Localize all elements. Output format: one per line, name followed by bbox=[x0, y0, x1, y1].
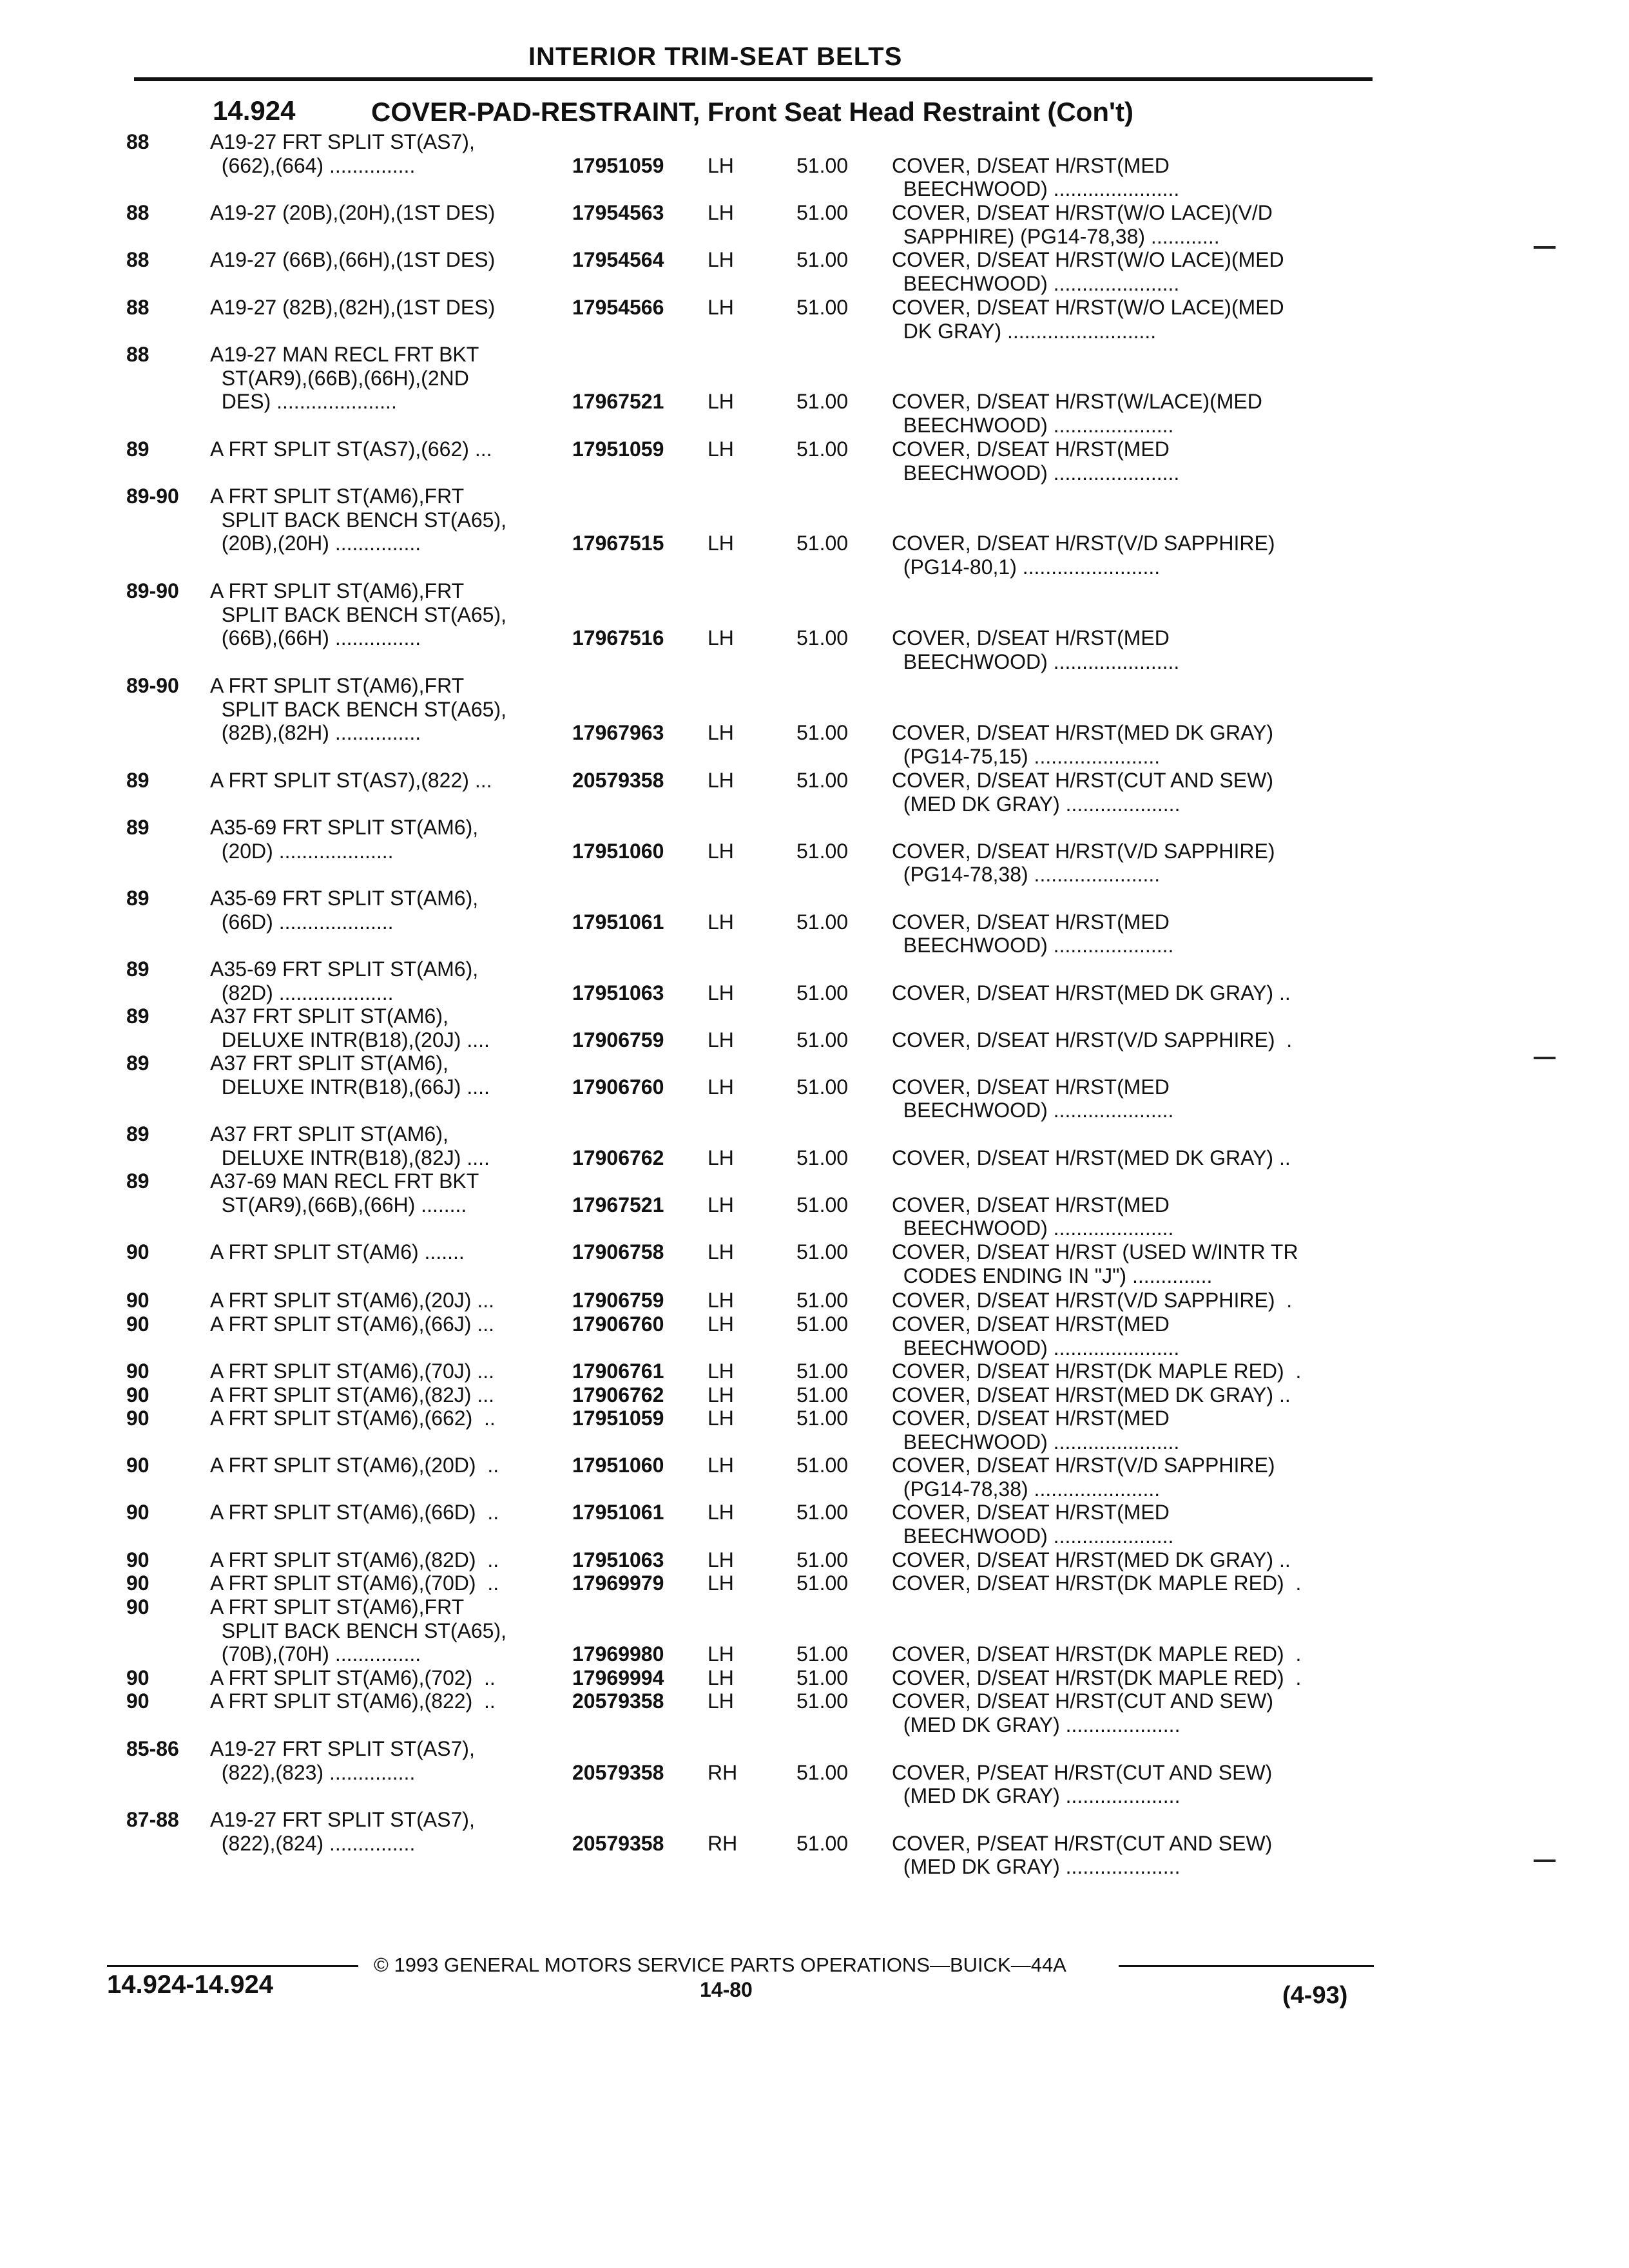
part-name: COVER, D/SEAT H/RST(V/D SAPPHIRE) . bbox=[892, 1028, 1293, 1052]
part-name: COVER, D/SEAT H/RST(MED BEECHWOOD) ...................... bbox=[892, 153, 1180, 201]
side: RH bbox=[708, 1831, 738, 1855]
part-name: COVER, D/SEAT H/RST(DK MAPLE RED) . bbox=[892, 1666, 1302, 1689]
catalog-group: 51.00 bbox=[796, 1571, 849, 1595]
catalog-group: 51.00 bbox=[796, 296, 849, 319]
catalog-group: 51.00 bbox=[796, 1075, 849, 1099]
part-name: COVER, D/SEAT H/RST(MED DK GRAY) .. bbox=[892, 1383, 1291, 1407]
model-year: 88 bbox=[126, 296, 149, 319]
part-number: 17951060 bbox=[572, 1454, 664, 1477]
part-name: COVER, D/SEAT H/RST(MED BEECHWOOD) ..................... bbox=[892, 910, 1174, 957]
part-name: COVER, D/SEAT H/RST(W/LACE)(MED BEECHWOOD) ..................... bbox=[892, 390, 1262, 437]
catalog-group: 51.00 bbox=[796, 1666, 849, 1689]
application: A19-27 (20B),(20H),(1ST DES) bbox=[210, 201, 496, 224]
model-year: 90 bbox=[126, 1360, 149, 1383]
model-year: 88 bbox=[126, 248, 149, 271]
application: A37 FRT SPLIT ST(AM6), DELUXE INTR(B18),(82J) .... bbox=[210, 1122, 490, 1169]
part-number: 17906758 bbox=[572, 1240, 664, 1264]
page-header-title: INTERIOR TRIM-SEAT BELTS bbox=[528, 43, 903, 71]
application: A FRT SPLIT ST(AS7),(662) ... bbox=[210, 437, 492, 461]
model-year: 90 bbox=[126, 1595, 149, 1619]
side: LH bbox=[708, 1193, 734, 1216]
model-year: 88 bbox=[126, 201, 149, 224]
side: LH bbox=[708, 1501, 734, 1524]
model-year: 88 bbox=[126, 130, 149, 153]
application: A FRT SPLIT ST(AM6),(66J) ... bbox=[210, 1312, 494, 1336]
application: A35-69 FRT SPLIT ST(AM6), (66D) .................... bbox=[210, 887, 479, 934]
part-name: COVER, D/SEAT H/RST(MED BEECHWOOD) ..................... bbox=[892, 1075, 1174, 1122]
part-number: 17951063 bbox=[572, 981, 664, 1004]
application: A37 FRT SPLIT ST(AM6), DELUXE INTR(B18),(66J) .... bbox=[210, 1052, 490, 1099]
application: A FRT SPLIT ST(AM6),(20D) .. bbox=[210, 1454, 499, 1477]
side: LH bbox=[708, 1666, 734, 1689]
model-year: 89-90 bbox=[126, 485, 179, 508]
part-name: COVER, D/SEAT H/RST(MED BEECHWOOD) ...................... bbox=[892, 1407, 1180, 1454]
side: LH bbox=[708, 1075, 734, 1099]
part-name: COVER, D/SEAT H/RST(V/D SAPPHIRE) (PG14-80,1) ........................ bbox=[892, 532, 1275, 579]
model-year: 90 bbox=[126, 1289, 149, 1312]
side: LH bbox=[708, 1642, 734, 1666]
catalog-group: 51.00 bbox=[796, 390, 849, 414]
model-year: 90 bbox=[126, 1240, 149, 1264]
catalog-group: 51.00 bbox=[796, 1028, 849, 1052]
model-year: 89 bbox=[126, 887, 149, 910]
section-title: COVER-PAD-RESTRAINT, Front Seat Head Restraint (Con't) bbox=[371, 97, 1133, 127]
application: A FRT SPLIT ST(AM6),(82D) .. bbox=[210, 1548, 499, 1571]
application: A FRT SPLIT ST(AM6),(662) .. bbox=[210, 1407, 496, 1430]
side: LH bbox=[708, 1028, 734, 1052]
part-number: 17954564 bbox=[572, 248, 664, 271]
model-year: 89-90 bbox=[126, 674, 179, 697]
catalog-group: 51.00 bbox=[796, 437, 849, 461]
catalog-group: 51.00 bbox=[796, 1501, 849, 1524]
catalog-group: 51.00 bbox=[796, 1146, 849, 1169]
part-number: 17967516 bbox=[572, 626, 664, 650]
model-year: 90 bbox=[126, 1454, 149, 1477]
side: LH bbox=[708, 981, 734, 1004]
footer-copyright: © 1993 GENERAL MOTORS SERVICE PARTS OPERATIONS—BUICK—44A bbox=[374, 1954, 1066, 1976]
application: A FRT SPLIT ST(AM6) ....... bbox=[210, 1240, 465, 1264]
part-number: 17906759 bbox=[572, 1289, 664, 1312]
application: A FRT SPLIT ST(AS7),(822) ... bbox=[210, 769, 492, 792]
part-number: 17967515 bbox=[572, 532, 664, 555]
part-name: COVER, D/SEAT H/RST(MED BEECHWOOD) ...................... bbox=[892, 626, 1180, 673]
side: LH bbox=[708, 1454, 734, 1477]
part-name: COVER, D/SEAT H/RST(MED DK GRAY) (PG14-75,15) ...................... bbox=[892, 721, 1274, 768]
side: LH bbox=[708, 769, 734, 792]
catalog-group: 51.00 bbox=[796, 532, 849, 555]
part-number: 17906760 bbox=[572, 1075, 664, 1099]
part-name: COVER, D/SEAT H/RST(MED DK GRAY) .. bbox=[892, 1146, 1291, 1169]
part-name: COVER, D/SEAT H/RST (USED W/INTR TR CODES ENDING IN "J") .............. bbox=[892, 1240, 1298, 1287]
model-year: 89 bbox=[126, 1052, 149, 1075]
footer-date: (4-93) bbox=[1282, 1982, 1348, 2009]
model-year: 89 bbox=[126, 816, 149, 839]
catalog-group: 51.00 bbox=[796, 1383, 849, 1407]
catalog-group: 51.00 bbox=[796, 1689, 849, 1713]
part-number: 17951060 bbox=[572, 839, 664, 863]
catalog-group: 51.00 bbox=[796, 981, 849, 1004]
application: A FRT SPLIT ST(AM6),FRT SPLIT BACK BENCH ST(A65), (66B),(66H) ............... bbox=[210, 579, 506, 650]
model-year: 88 bbox=[126, 343, 149, 366]
application: A19-27 MAN RECL FRT BKT ST(AR9),(66B),(66H),(2ND DES) ..................... bbox=[210, 343, 479, 414]
model-year: 87-88 bbox=[126, 1808, 179, 1831]
catalog-group: 51.00 bbox=[796, 910, 849, 934]
model-year: 89 bbox=[126, 769, 149, 792]
part-name: COVER, D/SEAT H/RST(V/D SAPPHIRE) . bbox=[892, 1289, 1293, 1312]
part-number: 17969979 bbox=[572, 1571, 664, 1595]
part-number: 17951059 bbox=[572, 153, 664, 177]
side: LH bbox=[708, 1548, 734, 1571]
application: A FRT SPLIT ST(AM6),(822) .. bbox=[210, 1689, 496, 1713]
catalog-group: 51.00 bbox=[796, 153, 849, 177]
catalog-group: 51.00 bbox=[796, 1240, 849, 1264]
application: A FRT SPLIT ST(AM6),FRT SPLIT BACK BENCH ST(A65), (82B),(82H) ............... bbox=[210, 674, 506, 745]
part-name: COVER, D/SEAT H/RST(V/D SAPPHIRE) (PG14-78,38) ...................... bbox=[892, 1454, 1275, 1501]
side: LH bbox=[708, 1571, 734, 1595]
application: A FRT SPLIT ST(AM6),FRT SPLIT BACK BENCH ST(A65), (20B),(20H) ............... bbox=[210, 485, 506, 555]
application: A FRT SPLIT ST(AM6),(70J) ... bbox=[210, 1360, 494, 1383]
application: A19-27 FRT SPLIT ST(AS7), (822),(823) ............... bbox=[210, 1737, 475, 1784]
part-number: 20579358 bbox=[572, 769, 664, 792]
application: A37-69 MAN RECL FRT BKT ST(AR9),(66B),(66H) ........ bbox=[210, 1169, 479, 1216]
model-year: 90 bbox=[126, 1689, 149, 1713]
side: LH bbox=[708, 839, 734, 863]
part-number: 20579358 bbox=[572, 1760, 664, 1784]
part-number: 17906760 bbox=[572, 1312, 664, 1336]
part-name: COVER, D/SEAT H/RST(MED DK GRAY) .. bbox=[892, 981, 1291, 1004]
application: A37 FRT SPLIT ST(AM6), DELUXE INTR(B18),(20J) .... bbox=[210, 1004, 490, 1052]
catalog-group: 51.00 bbox=[796, 1289, 849, 1312]
model-year: 89 bbox=[126, 957, 149, 981]
catalog-group: 51.00 bbox=[796, 839, 849, 863]
part-name: COVER, D/SEAT H/RST(CUT AND SEW) (MED DK GRAY) .................... bbox=[892, 1689, 1274, 1736]
application: A FRT SPLIT ST(AM6),FRT SPLIT BACK BENCH ST(A65), (70B),(70H) ............... bbox=[210, 1595, 506, 1666]
margin-mark bbox=[1534, 1057, 1556, 1059]
model-year: 90 bbox=[126, 1666, 149, 1689]
part-name: COVER, P/SEAT H/RST(CUT AND SEW) (MED DK GRAY) .................... bbox=[892, 1760, 1273, 1808]
side: LH bbox=[708, 1360, 734, 1383]
model-year: 90 bbox=[126, 1571, 149, 1595]
footer-rule-right bbox=[1119, 1965, 1374, 1967]
catalog-group: 51.00 bbox=[796, 1642, 849, 1666]
catalog-group: 51.00 bbox=[796, 721, 849, 745]
part-number: 17954566 bbox=[572, 296, 664, 319]
part-number: 17951061 bbox=[572, 1501, 664, 1524]
side: LH bbox=[708, 1146, 734, 1169]
margin-mark bbox=[1534, 1860, 1556, 1862]
application: A FRT SPLIT ST(AM6),(20J) ... bbox=[210, 1289, 494, 1312]
part-name: COVER, D/SEAT H/RST(MED BEECHWOOD) ...................... bbox=[892, 437, 1180, 485]
footer-rule-left bbox=[107, 1965, 358, 1967]
model-year: 90 bbox=[126, 1501, 149, 1524]
application: A35-69 FRT SPLIT ST(AM6), (82D) .................... bbox=[210, 957, 479, 1004]
side: LH bbox=[708, 910, 734, 934]
model-year: 90 bbox=[126, 1383, 149, 1407]
part-name: COVER, D/SEAT H/RST(V/D SAPPHIRE) (PG14-78,38) ...................... bbox=[892, 839, 1275, 887]
application: A19-27 FRT SPLIT ST(AS7), (822),(824) ............... bbox=[210, 1808, 475, 1855]
application: A FRT SPLIT ST(AM6),(70D) .. bbox=[210, 1571, 499, 1595]
side: LH bbox=[708, 626, 734, 650]
part-number: 20579358 bbox=[572, 1689, 664, 1713]
catalog-group: 51.00 bbox=[796, 248, 849, 271]
part-number: 17906762 bbox=[572, 1383, 664, 1407]
catalog-group: 51.00 bbox=[796, 201, 849, 224]
margin-mark bbox=[1534, 246, 1556, 249]
side: LH bbox=[708, 201, 734, 224]
part-name: COVER, D/SEAT H/RST(DK MAPLE RED) . bbox=[892, 1571, 1302, 1595]
application: A FRT SPLIT ST(AM6),(66D) .. bbox=[210, 1501, 499, 1524]
application: A19-27 (66B),(66H),(1ST DES) bbox=[210, 248, 496, 271]
side: LH bbox=[708, 1689, 734, 1713]
catalog-group: 51.00 bbox=[796, 769, 849, 792]
model-year: 85-86 bbox=[126, 1737, 179, 1760]
footer-page-number: 14-80 bbox=[700, 1978, 753, 2001]
part-number: 17967521 bbox=[572, 1193, 664, 1216]
part-number: 17906759 bbox=[572, 1028, 664, 1052]
catalog-group: 51.00 bbox=[796, 1760, 849, 1784]
side: LH bbox=[708, 532, 734, 555]
part-name: COVER, D/SEAT H/RST(MED DK GRAY) .. bbox=[892, 1548, 1291, 1571]
model-year: 90 bbox=[126, 1407, 149, 1430]
part-number: 17906761 bbox=[572, 1360, 664, 1383]
part-number: 17967963 bbox=[572, 721, 664, 745]
side: LH bbox=[708, 1383, 734, 1407]
model-year: 89 bbox=[126, 1004, 149, 1028]
part-name: COVER, D/SEAT H/RST(MED BEECHWOOD) ..................... bbox=[892, 1193, 1174, 1240]
application: A FRT SPLIT ST(AM6),(702) .. bbox=[210, 1666, 496, 1689]
side: LH bbox=[708, 1240, 734, 1264]
part-name: COVER, D/SEAT H/RST(MED BEECHWOOD) ...................... bbox=[892, 1312, 1180, 1360]
part-name: COVER, D/SEAT H/RST(W/O LACE)(MED BEECHWOOD) ...................... bbox=[892, 248, 1284, 295]
part-name: COVER, D/SEAT H/RST(DK MAPLE RED) . bbox=[892, 1642, 1302, 1666]
part-number: 17969994 bbox=[572, 1666, 664, 1689]
catalog-group: 51.00 bbox=[796, 1360, 849, 1383]
part-number: 17951061 bbox=[572, 910, 664, 934]
side: RH bbox=[708, 1760, 738, 1784]
part-name: COVER, D/SEAT H/RST(W/O LACE)(V/D SAPPHIRE) (PG14-78,38) ............ bbox=[892, 201, 1273, 248]
model-year: 89-90 bbox=[126, 579, 179, 602]
catalog-group: 51.00 bbox=[796, 626, 849, 650]
catalog-group: 51.00 bbox=[796, 1312, 849, 1336]
footer-section-range: 14.924-14.924 bbox=[107, 1970, 274, 1999]
application: A FRT SPLIT ST(AM6),(82J) ... bbox=[210, 1383, 494, 1407]
application: A19-27 FRT SPLIT ST(AS7), (662),(664) ............... bbox=[210, 130, 475, 177]
part-number: 17967521 bbox=[572, 390, 664, 414]
section-number: 14.924 bbox=[213, 95, 296, 126]
part-name: COVER, D/SEAT H/RST(W/O LACE)(MED DK GRAY) .......................... bbox=[892, 296, 1284, 343]
model-year: 90 bbox=[126, 1548, 149, 1571]
part-number: 17951059 bbox=[572, 437, 664, 461]
part-number: 17906762 bbox=[572, 1146, 664, 1169]
catalog-group: 51.00 bbox=[796, 1831, 849, 1855]
model-year: 90 bbox=[126, 1312, 149, 1336]
part-name: COVER, D/SEAT H/RST(CUT AND SEW) (MED DK GRAY) .................... bbox=[892, 769, 1274, 816]
part-name: COVER, P/SEAT H/RST(CUT AND SEW) (MED DK GRAY) .................... bbox=[892, 1831, 1273, 1879]
part-number: 20579358 bbox=[572, 1831, 664, 1855]
part-name: COVER, D/SEAT H/RST(DK MAPLE RED) . bbox=[892, 1360, 1302, 1383]
side: LH bbox=[708, 248, 734, 271]
side: LH bbox=[708, 1312, 734, 1336]
side: LH bbox=[708, 437, 734, 461]
catalog-group: 51.00 bbox=[796, 1407, 849, 1430]
catalog-group: 51.00 bbox=[796, 1548, 849, 1571]
side: LH bbox=[708, 153, 734, 177]
catalog-group: 51.00 bbox=[796, 1454, 849, 1477]
side: LH bbox=[708, 390, 734, 414]
catalog-group: 51.00 bbox=[796, 1193, 849, 1216]
model-year: 89 bbox=[126, 437, 149, 461]
application: A19-27 (82B),(82H),(1ST DES) bbox=[210, 296, 496, 319]
model-year: 89 bbox=[126, 1122, 149, 1146]
part-name: COVER, D/SEAT H/RST(MED BEECHWOOD) ..................... bbox=[892, 1501, 1174, 1548]
side: LH bbox=[708, 1407, 734, 1430]
part-number: 17969980 bbox=[572, 1642, 664, 1666]
side: LH bbox=[708, 721, 734, 745]
model-year: 89 bbox=[126, 1169, 149, 1193]
part-number: 17951059 bbox=[572, 1407, 664, 1430]
side: LH bbox=[708, 296, 734, 319]
application: A35-69 FRT SPLIT ST(AM6), (20D) .................... bbox=[210, 816, 479, 863]
part-number: 17954563 bbox=[572, 201, 664, 224]
part-number: 17951063 bbox=[572, 1548, 664, 1571]
side: LH bbox=[708, 1289, 734, 1312]
